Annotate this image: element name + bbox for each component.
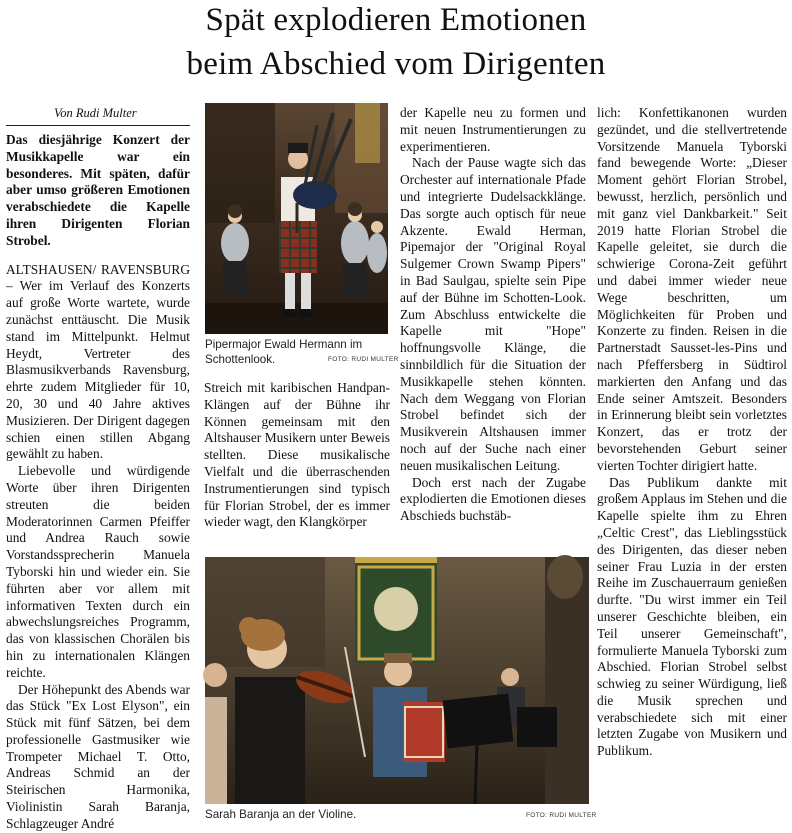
byline-rule xyxy=(6,125,190,126)
paragraph: Liebevolle und würdigende Worte über ihren Dirigenten streuten die beiden Moderatorinnen Carmen Pfeiffer und Andrea Rauch sowie Vorstandssprecherin Manuela Tyborski hin und wieder ein. Sie führten aber vor allem mit informativen Texten durch ein abwechslungsreiches Programm, das von klassischen Chorälen bis hin zu internationalen Klängen reichte. xyxy=(6,463,190,680)
lead-paragraph: Das diesjährige Konzert der Musikkapelle war ein besonderes. Mit späten, dafür aber umso größeren Emotionen verabschiedete die Kapelle ihren Dirigenten Florian Strobel. xyxy=(6,132,190,248)
headline-line-1: Spät explodieren Emotionen xyxy=(205,2,587,38)
piper-photo-image xyxy=(205,103,388,334)
article-column-2 xyxy=(204,380,390,531)
paragraph: der Kapelle neu zu formen und mit neuen Instrumentierungen zu experimentieren. xyxy=(400,105,586,154)
photo-violinist-credit: FOTO: RUDI MULTER xyxy=(526,812,597,819)
paragraph: ALTSHAUSEN/ RAVENSBURG – Wer im Verlauf des Konzerts auf große Worte wartete, wurde zunächst enttäuscht. Die Musik stand im Mittelpunkt. Helmut Heydt, Vertreter des Blasmusikverbands Ravensburg, ehrte zudem Mitglieder für 10, 20, 30 und 40 Jahre aktives Musizieren. Der Dirigent dagegen schien einen stillen Abgang gewählt zu haben. xyxy=(6,261,190,462)
paragraph: Der Höhepunkt des Abends war das Stück "Ex Lost Elyson", ein Stück mit fünf Sätzen, bei dem professionelle Gastmusiker wie Trompeter Michael T. Otto, Andreas Schmid an der Steirischen Harmonika, Violinistin Sarah Baranja, Schlagzeuger André xyxy=(6,681,190,831)
article-column-1 xyxy=(6,132,190,833)
byline: Von Rudi Multer xyxy=(54,106,137,120)
caption-line: Schottenlook. xyxy=(205,353,276,366)
paragraph: Das Publikum dankte mit großem Applaus im Stehen und die Kapelle spielte ihm zu Ehren „Celtic Crest", das Lieblingsstück des Dirigenten, das dieser neben seiner Frau Luzia in der ersten Reihe im Zuschauerraum genießen durfte. "Du wirst immer ein Teil unserer Geschichte bleiben, ein Teil unserer Gemeinschaft", formulierte Manuela Tyborski zum Abschied. Florian Strobel selbst schwieg zu seiner Würdigung, ließ die Musik sprechen und verabschiedete sich mit einer letzten Zugabe von Musikern und Publikum. xyxy=(597,474,787,759)
headline-line-2: beim Abschied vom Dirigenten xyxy=(186,46,606,82)
paragraph: lich: Konfettikanonen wurden gezündet, und die stellvertretende Vorsitzende Manuela Tyborski fand bewegende Worte: „Dieser Moment gehört Florian Strobel, bewusst, herzlich, persönlich und mit ganz viel Dankbarkeit." Seit 2019 hatte Florian Strobel die Kapelle geleitet, sie durch die schwierige Corona-Zeit geführt und dabei immer wieder neue Wege beschritten, um Möglichkeiten für Proben und Konzerte zu finden. Reisen in die Partnerstadt Sausset-les-Pins und nach Pfeffersberg in Südtirol markierten den Anfang und das Ende seiner Amtszeit. Besonders in Erinnerung bleibt sein vorletztes Konzert, das er trotz der bevorstehenden Geburt seiner vierten Tochter dirigiert hatte. xyxy=(597,105,787,473)
photo-violinist-caption: Sarah Baranja an der Violine. xyxy=(205,808,357,821)
article-column-3 xyxy=(400,105,586,525)
caption-line: Pipermajor Ewald Hermann im xyxy=(205,338,363,351)
photo-piper-credit: FOTO: RUDI MULTER xyxy=(328,356,399,363)
photo-piper xyxy=(205,103,388,334)
paragraph: Streich mit karibischen Handpan-Klängen auf der Bühne ihr Können gemeinsam mit den Altshauser Musikern unter Beweis stellten. Diese musikalische Vielfalt und die überraschenden Instrumentierungen sind typisch für Florian Strobel, der es immer wieder wagt, den Klangkörper xyxy=(204,380,390,530)
paragraph: Nach der Pause wagte sich das Orchester auf internationale Pfade und integrierte Dudelsackklänge. Das sorgte auch optisch für neue Akzente. Ewald Herman, Pipemajor der "Original Royal Sulgemer Crown Swamp Pipers" in Bad Saulgau, spielte sein Pipe auf der Bühne im Schotten-Look. Zum Abschluss entwickelte die Kapelle mit "Hope" hoffnungsvolle Klänge, die sinnbildlich für die Situation der Musikkapelle stehen könnten. Nach dem Weggang von Florian Strobel befindet sich der Musikverein Altshausen immer noch auf der Suche nach einer neuen musikalischen Leitung. xyxy=(400,155,586,473)
violinist-photo-image xyxy=(205,557,589,804)
paragraph: Doch erst nach der Zugabe explodierten die Emotionen dieses Abschieds buchstäb- xyxy=(400,474,586,524)
photo-violinist xyxy=(205,557,589,804)
article-column-4 xyxy=(597,105,787,760)
